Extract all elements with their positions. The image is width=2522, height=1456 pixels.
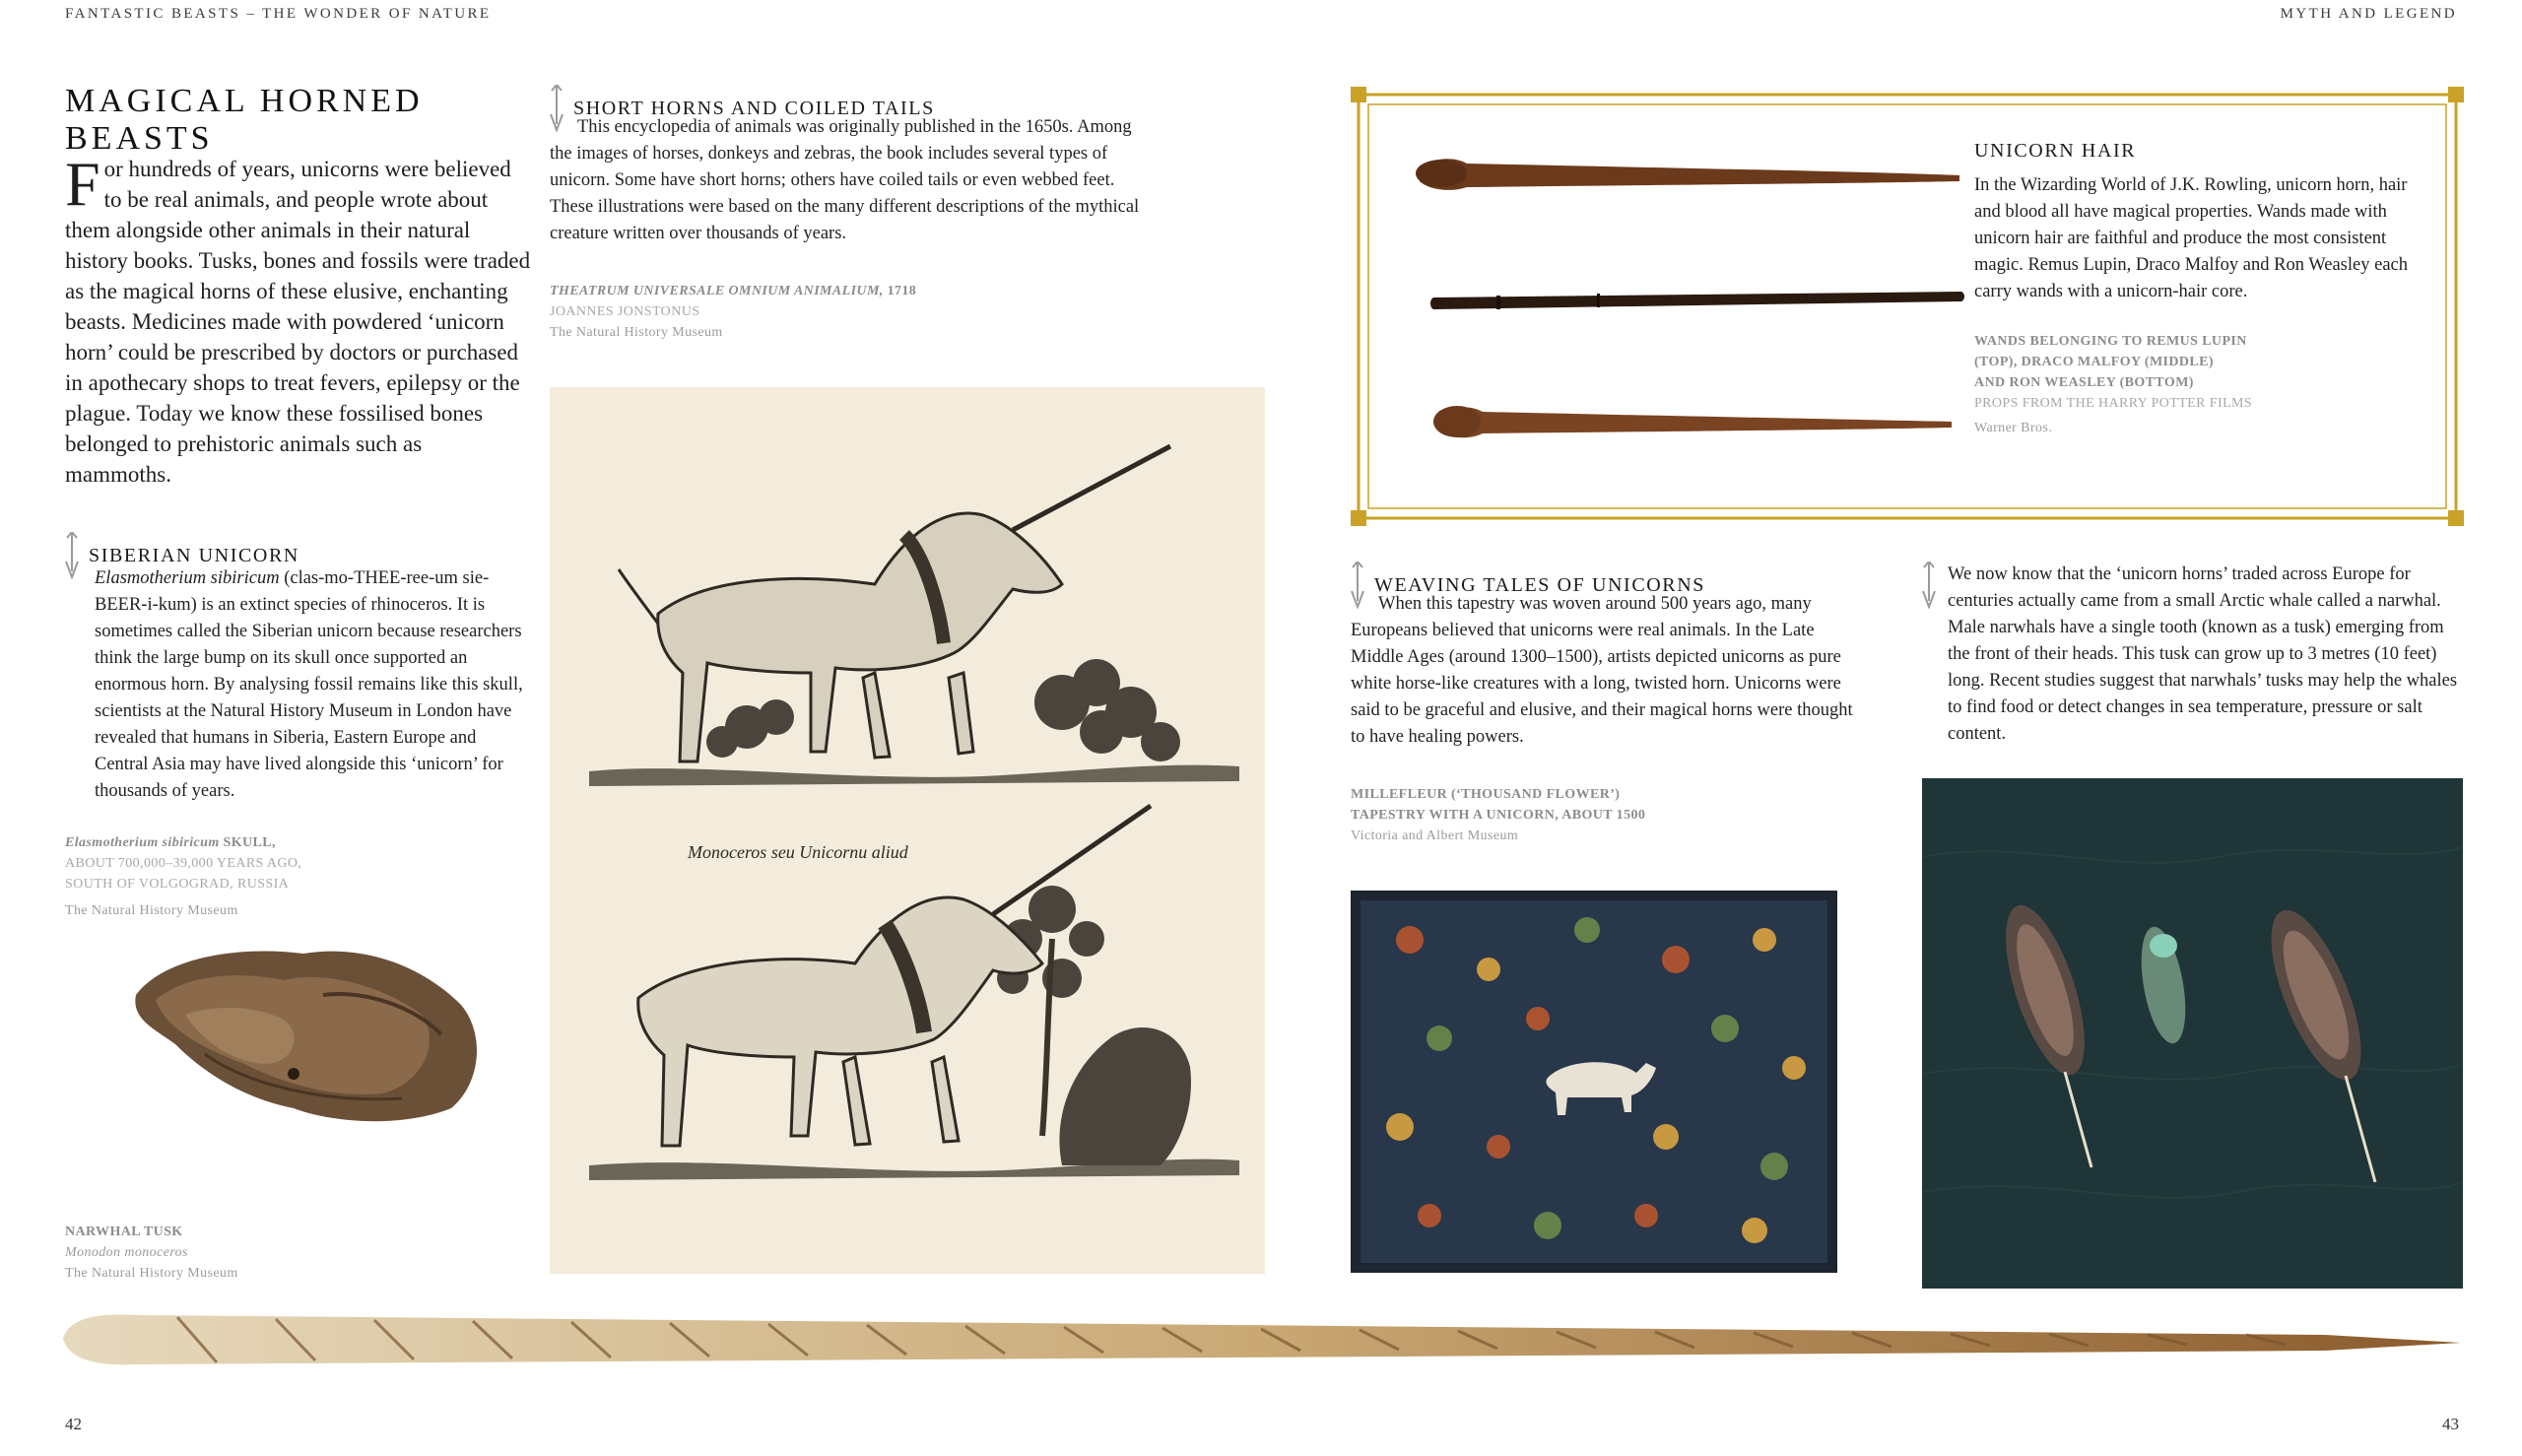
tapestry-caption-line2: TAPESTRY WITH A UNICORN, ABOUT 1500 bbox=[1351, 808, 1646, 823]
siberian-heading: SIBERIAN UNICORN bbox=[89, 544, 299, 566]
arrow-icon bbox=[550, 85, 564, 132]
skull-image bbox=[126, 936, 491, 1133]
engraving-caption-year: 1718 bbox=[883, 284, 917, 298]
narwhal-photo bbox=[1922, 778, 2463, 1289]
short-horns-heading: SHORT HORNS AND COILED TAILS bbox=[573, 97, 935, 119]
skull-credit: The Natural History Museum bbox=[65, 903, 238, 918]
tusk-caption-title: NARWHAL TUSK bbox=[65, 1224, 183, 1239]
engraving-caption-author: JOANNES JONSTONUS bbox=[550, 304, 700, 319]
skull-caption bbox=[65, 832, 528, 921]
dropcap: F bbox=[65, 149, 100, 219]
narwhal-text: We now know that the ‘unicorn horns’ traded across Europe for centuries actually came from a small Arctic whale called a narwhal. Male narwhals have a single tooth (known as a tusk) emerging from the front of their heads. This tusk can grow up to 3 metres (10 feet) long. Recent studies suggest that narwhals’ tusks may help the whales to find food or detect changes in sea temperature, pressure or salt content. bbox=[1948, 564, 2458, 744]
narwhal-section bbox=[1922, 562, 2464, 748]
tapestry-credit: Victoria and Albert Museum bbox=[1351, 828, 1519, 843]
tusk-caption-latin: Monodon monoceros bbox=[65, 1245, 188, 1260]
running-head-right: MYTH AND LEGEND bbox=[2280, 6, 2457, 22]
running-head-left: FANTASTIC BEASTS – THE WONDER OF NATURE bbox=[65, 6, 492, 22]
wands-caption bbox=[1974, 331, 2427, 438]
unicorn-hair-section bbox=[1974, 140, 2427, 438]
siberian-text: (clas-mo-THEE-ree-um sie-BEER-i-kum) is an extinct species of rhinoceros. It is sometimes called the Siberian unicorn because researchers think the large bump on its skull once supported an enormous horn. By analysing fossil remains like this skull, scientists at the Natural History Museum in London have revealed that humans in Siberia, Eastern Europe and Central Asia may have lived alongside this ‘unicorn’ for thousands of years. bbox=[95, 568, 523, 801]
skull-caption-line3: SOUTH OF VOLGOGRAD, RUSSIA bbox=[65, 877, 290, 892]
unicorn-hair-heading: UNICORN HAIR bbox=[1974, 140, 2137, 162]
weaving-section bbox=[1351, 562, 1863, 846]
arrow-icon bbox=[1922, 562, 1936, 609]
tapestry-caption-line1: MILLEFLEUR (‘THOUSAND FLOWER’) bbox=[1351, 787, 1621, 802]
engraving-caption-title: THEATRUM UNIVERSALE OMNIUM ANIMALIUM, bbox=[550, 284, 884, 298]
tusk-caption bbox=[65, 1222, 420, 1284]
siberian-latin: Elasmotherium sibiricum bbox=[95, 568, 280, 588]
tusk-caption-credit: The Natural History Museum bbox=[65, 1266, 238, 1281]
page-number-right: 43 bbox=[2442, 1415, 2459, 1433]
intro-paragraph bbox=[65, 149, 532, 490]
short-horns-text: This encyclopedia of animals was originally published in the 1650s. Among the images of horses, donkeys and zebras, the book includes several types of unicorn. Some have short horns; others have coiled tails or even webbed feet. These illustrations were based on the many different descriptions of the mythical creature written over thousands of years. bbox=[550, 117, 1140, 243]
title-block bbox=[65, 83, 538, 158]
narwhal-tusk-image bbox=[59, 1305, 2463, 1374]
arrow-icon bbox=[1351, 562, 1364, 609]
unicorn-hair-text: In the Wizarding World of J.K. Rowling, unicorn horn, hair and blood all have magical properties. Wands made with unicorn hair are faithful and produce the most consistent magic. Remus Lupin, Draco Malfoy and Ron Weasley each carry wands with a unicorn-hair core. bbox=[1974, 175, 2408, 301]
skull-caption-line2: ABOUT 700,000–39,000 YEARS AGO, bbox=[65, 856, 302, 871]
tapestry-image bbox=[1351, 891, 1837, 1273]
page-title: MAGICAL HORNED BEASTS bbox=[65, 83, 424, 157]
tapestry-caption bbox=[1351, 784, 1863, 846]
wands-caption-line4: PROPS FROM THE HARRY POTTER FILMS bbox=[1974, 396, 2252, 411]
page-number-left: 42 bbox=[65, 1415, 82, 1433]
wands-caption-line1: WANDS BELONGING TO REMUS LUPIN bbox=[1974, 334, 2247, 349]
engraving-label: Monoceros seu Unicornu aliud bbox=[688, 842, 908, 862]
arrow-icon bbox=[65, 532, 79, 579]
siberian-unicorn-section bbox=[65, 532, 528, 921]
wands-caption-line2: (TOP), DRACO MALFOY (MIDDLE) bbox=[1974, 355, 2214, 369]
short-horns-section bbox=[550, 85, 1151, 343]
engraving-caption-credit: The Natural History Museum bbox=[550, 325, 723, 340]
unicorn-engraving-image bbox=[550, 387, 1265, 1274]
weaving-heading: WEAVING TALES OF UNICORNS bbox=[1374, 573, 1706, 596]
engraving-caption bbox=[550, 281, 1151, 343]
wands-caption-line3: AND RON WEASLEY (BOTTOM) bbox=[1974, 375, 2194, 390]
intro-text: or hundreds of years, unicorns were believed to be real animals, and people wrote about them alongside other animals in their natural history books. Tusks, bones and fossils were traded as the magical horns of these elusive, enchanting beasts. Medicines made with powdered ‘unicorn horn’ could be prescribed by doctors or purchased in apothecary shops to treat fevers, epilepsy or the plague. Today we know these fossilised bones belonged to prehistoric animals such as mammoths. bbox=[65, 157, 531, 487]
skull-caption-latin: Elasmotherium sibiricum bbox=[65, 835, 220, 850]
skull-caption-title: SKULL, bbox=[219, 835, 276, 850]
weaving-text: When this tapestry was woven around 500 years ago, many Europeans believed that unicorns were real animals. In the Late Middle Ages (around 1300–1500), artists depicted unicorns as pure white horse-like creatures with a long, twisted horn. Unicorns were said to be graceful and elusive, and their magical horns were thought to have healing powers. bbox=[1351, 594, 1853, 747]
wands-credit: Warner Bros. bbox=[1974, 421, 2053, 435]
